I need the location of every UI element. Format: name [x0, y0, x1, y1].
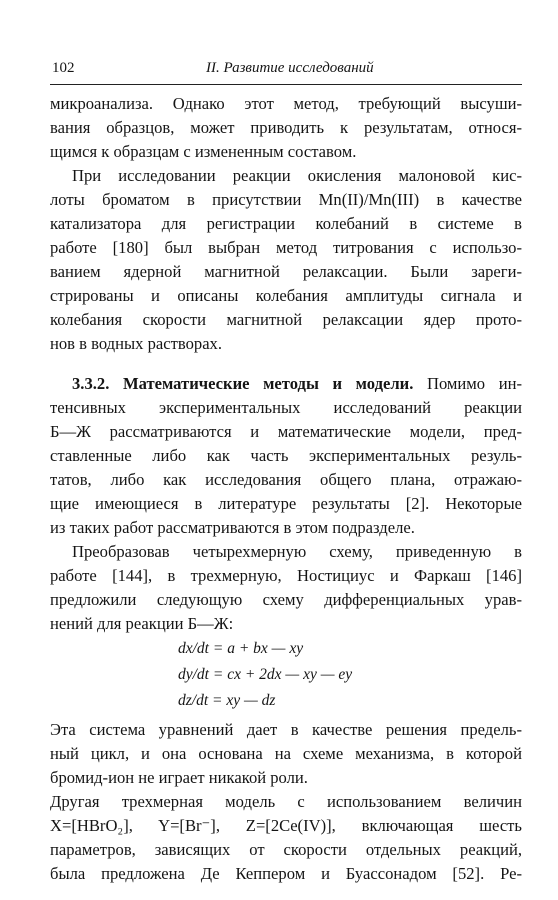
text-line: X=[HBrO₂], Y=[Br⁻], Z=[2Ce(IV)], включающая шесть — [50, 816, 522, 835]
page-header — [48, 60, 524, 84]
text-line: ный цикл, и она основана на схеме механизма, в которой — [50, 744, 522, 763]
section-heading: 3.3.2. Математические методы и модели. — [72, 374, 414, 393]
text-line: микроанализа. Однако этот метод, требующий высуши- — [50, 94, 522, 113]
text-line: щимся к образцам с измененным составом. — [50, 142, 357, 161]
text-line: При исследовании реакции окисления малоновой кис- — [72, 166, 522, 185]
text-line: бромид-ион не играет никакой роли. — [50, 768, 308, 787]
text-line: стрированы и описаны колебания амплитуды сигнала и — [50, 286, 522, 305]
text-line: вания образцов, может приводить к результатам, относя- — [50, 118, 522, 137]
text-line: нений для реакции Б—Ж: — [50, 614, 234, 633]
text-line: ставленные либо как часть экспериментальных резуль- — [50, 446, 522, 465]
text-line: катализатора для регистрации колебаний в системе в — [50, 214, 522, 233]
text-line: предложили следующую схему дифференциальных урав- — [50, 590, 522, 609]
text-line: татов, либо как исследования общего плана, отражаю- — [50, 470, 522, 489]
text-line: ванием ядерной магнитной релаксации. Были зареги- — [50, 262, 522, 281]
section-first-line-rest: Помимо ин- — [413, 374, 522, 393]
text-line: щие имеющиеся в литературе результаты [2]. Некоторые — [50, 494, 522, 513]
equation-dz: dz/dt = xy — dz — [178, 692, 276, 709]
equation-dx: dx/dt = a + bx — xy — [178, 640, 304, 657]
header-rule — [50, 84, 522, 85]
text-line: работе [180] был выбран метод титрования с использо- — [50, 238, 522, 257]
running-title: II. Развитие исследований — [206, 60, 374, 76]
page-number: 102 — [52, 60, 75, 76]
text-line: Преобразовав четырехмерную схему, приведенную в — [72, 542, 522, 561]
text-line: Эта система уравнений дает в качестве решения предель- — [50, 720, 522, 739]
text-line: параметров, зависящих от скорости отдельных реакций, — [50, 840, 522, 859]
text-line: колебания скорости магнитной релаксации ядер прото- — [50, 310, 522, 329]
text-line: лоты броматом в присутствии Mn(II)/Mn(III) в качестве — [50, 190, 522, 209]
text-line: работе [144], в трехмерную, Ностициус и Фаркаш [146] — [50, 566, 522, 585]
text-line: из таких работ рассматриваются в этом подразделе. — [50, 518, 415, 537]
equation-dy: dy/dt = cx + 2dx — xy — ey — [178, 666, 353, 683]
text-line: нов в водных растворах. — [50, 334, 223, 353]
section-first-line — [72, 372, 522, 396]
text-line: Другая трехмерная модель с использованием величин — [50, 792, 522, 811]
text-line: Б—Ж рассматриваются и математические модели, пред- — [50, 422, 522, 441]
text-line: тенсивных экспериментальных исследований реакции — [50, 398, 522, 417]
text-line: была предложена Де Кеппером и Буассонадом [52]. Ре- — [50, 864, 522, 883]
